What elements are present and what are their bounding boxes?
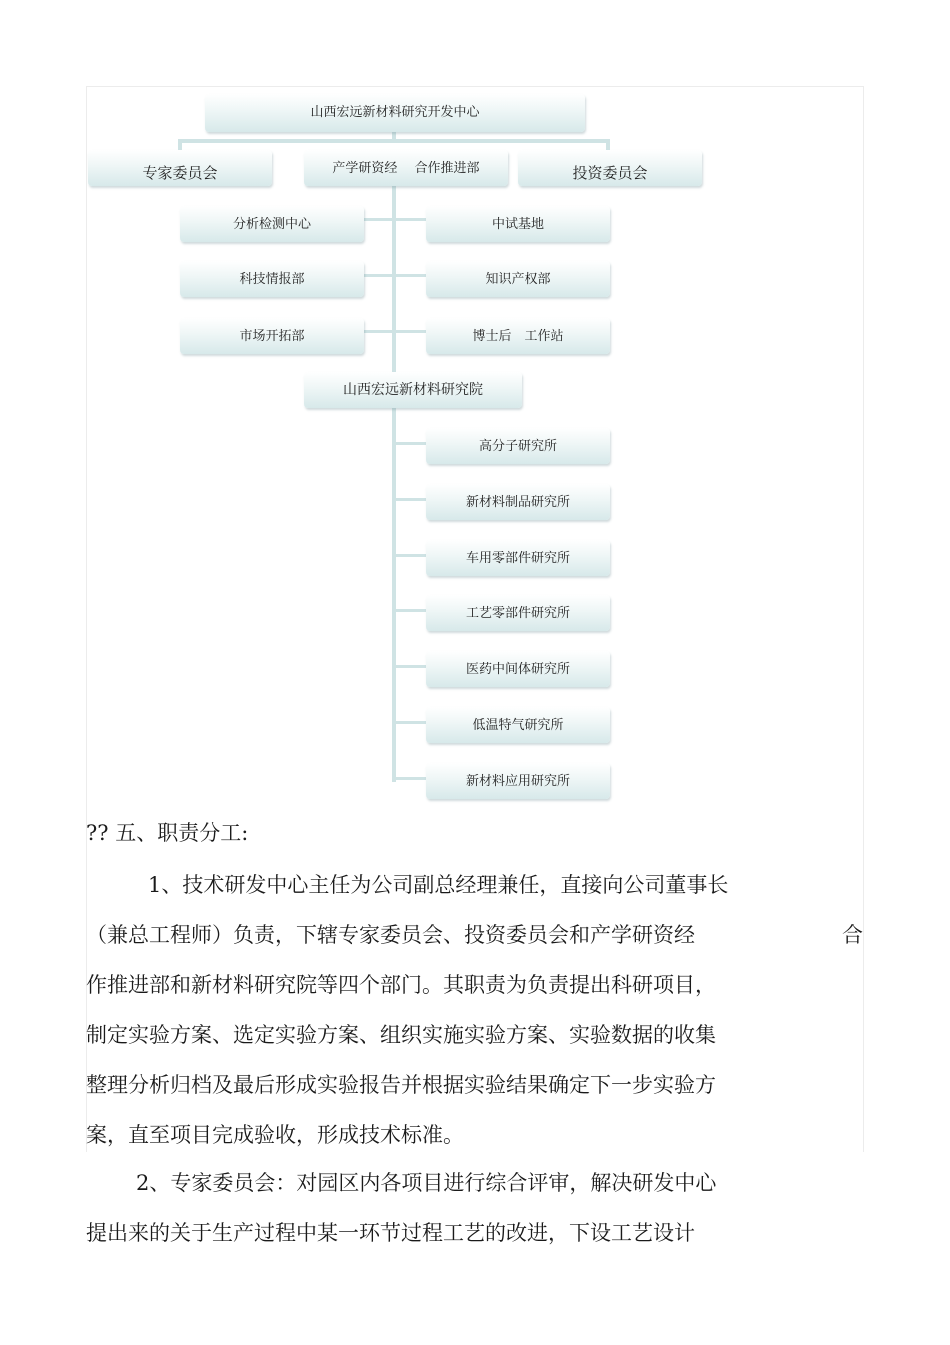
chart-node-right-unit: 博士后 工作站 bbox=[426, 318, 610, 354]
paragraph-line: （兼总工程师）负责，下辖专家委员会、投资委员会和产学研资经 bbox=[86, 923, 695, 947]
paragraph-line: 提出来的关于生产过程中某一环节过程工艺的改进，下设工艺设计 bbox=[86, 1221, 695, 1245]
chart-node-institute-unit: 新材料应用研究所 bbox=[426, 763, 610, 799]
paragraph-line: 2、专家委员会：对园区内各项目进行综合评审，解决研发中心 bbox=[136, 1171, 717, 1195]
paragraph-line-tail: 合 bbox=[842, 923, 863, 947]
connector-branch bbox=[394, 721, 428, 724]
chart-node-right-unit: 知识产权部 bbox=[426, 261, 610, 297]
paragraph-2 bbox=[86, 1158, 864, 1258]
connector-branch bbox=[394, 498, 428, 501]
section-heading-text: ?? 五、职责分工: bbox=[86, 821, 249, 845]
chart-node-institute-unit: 医药中间体研究所 bbox=[426, 651, 610, 687]
paragraph-line: 整理分析归档及最后形成实验报告并根据实验结果确定下一步实验方 bbox=[86, 1073, 716, 1097]
paragraph-line: 制定实验方案、选定实验方案、组织实施实验方案、实验数据的收集 bbox=[86, 1023, 716, 1047]
chart-node-expert-committee: 专家委员会 bbox=[88, 150, 272, 186]
chart-node-institute: 山西宏远新材料研究院 bbox=[304, 372, 522, 408]
chart-node-left-unit: 科技情报部 bbox=[180, 261, 364, 297]
paragraph-line: 案，直至项目完成验收，形成技术标准。 bbox=[86, 1123, 464, 1147]
paragraph-line: 1、技术研发中心主任为公司副总经理兼任，直接向公司董事长 bbox=[148, 873, 729, 897]
chart-node-investment-committee: 投资委员会 bbox=[518, 150, 702, 186]
connector-spine-lower bbox=[392, 408, 396, 782]
connector-branch bbox=[394, 609, 428, 612]
connector-branch bbox=[360, 274, 428, 277]
chart-node-institute-unit: 新材料制品研究所 bbox=[426, 484, 610, 520]
chart-node-institute-unit: 工艺零部件研究所 bbox=[426, 595, 610, 631]
connector-branch bbox=[394, 554, 428, 557]
connector-branch bbox=[394, 777, 428, 780]
connector-top-horizontal bbox=[178, 139, 610, 143]
paragraph-1 bbox=[86, 860, 864, 1160]
paragraph-line: 作推进部和新材料研究院等四个部门。其职责为负责提出科研项目， bbox=[86, 973, 716, 997]
chart-node-institute-unit: 低温特气研究所 bbox=[426, 707, 610, 743]
chart-node-left-unit: 市场开拓部 bbox=[180, 318, 364, 354]
chart-node-institute-unit: 高分子研究所 bbox=[426, 428, 610, 464]
connector-branch bbox=[360, 218, 428, 221]
chart-root-node: 山西宏远新材料研究开发中心 bbox=[205, 94, 585, 132]
chart-node-industry-dept: 产学研资经 合作推进部 bbox=[304, 150, 508, 186]
chart-node-left-unit: 分析检测中心 bbox=[180, 206, 364, 242]
connector-spine bbox=[392, 186, 396, 376]
chart-node-right-unit: 中试基地 bbox=[426, 206, 610, 242]
connector-branch bbox=[360, 330, 428, 333]
connector-branch bbox=[394, 665, 428, 668]
chart-node-institute-unit: 车用零部件研究所 bbox=[426, 540, 610, 576]
connector-branch bbox=[394, 442, 428, 445]
